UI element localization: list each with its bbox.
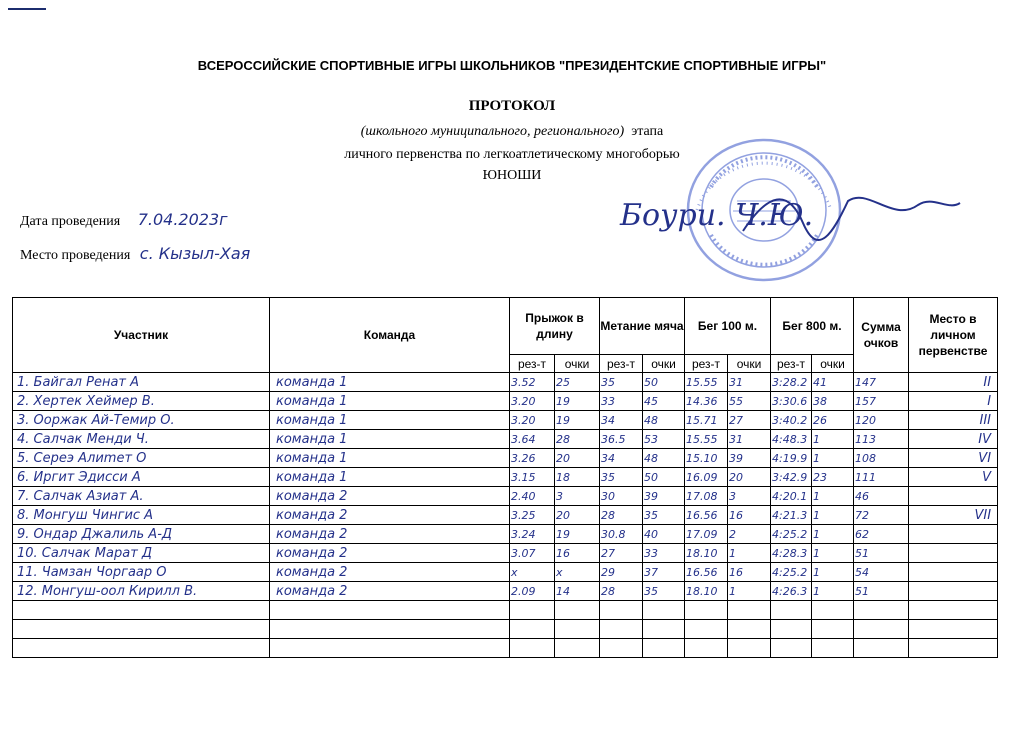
long-jump-points: 25: [555, 373, 600, 392]
run-100-points: 3: [728, 487, 771, 506]
long-jump-result: 3.52: [510, 373, 555, 392]
stage-options: (школьного муниципального, регионального): [360, 124, 625, 139]
run-800-points: 26: [812, 411, 854, 430]
empty-row: [13, 620, 998, 639]
long-jump-result: 2.40: [510, 487, 555, 506]
run-100-result: 15.10: [685, 449, 728, 468]
place: [909, 544, 998, 563]
place: I: [909, 392, 998, 411]
total-points: 120: [854, 411, 909, 430]
run-800-result: 3:28.2: [771, 373, 812, 392]
long-jump-points: 16: [555, 544, 600, 563]
place: VII: [909, 506, 998, 525]
date-row: [20, 210, 228, 230]
run-800-result: 4:25.2: [771, 525, 812, 544]
ball-throw-result: 30: [600, 487, 643, 506]
run-100-points: 27: [728, 411, 771, 430]
total-points: 111: [854, 468, 909, 487]
total-points: 108: [854, 449, 909, 468]
total-points: 51: [854, 582, 909, 601]
ball-throw-points: 37: [643, 563, 685, 582]
signature-text: Боури. Ч.Ю.: [620, 198, 814, 233]
table-row: [13, 373, 998, 392]
place: [909, 563, 998, 582]
table-row: [13, 392, 998, 411]
table-row: [13, 468, 998, 487]
run-800-points: 1: [812, 449, 854, 468]
ball-throw-points: 48: [643, 411, 685, 430]
team-name: команда 2: [270, 487, 510, 506]
col-participant: Участник: [13, 298, 270, 373]
table-row: [13, 525, 998, 544]
team-name: команда 2: [270, 563, 510, 582]
ball-throw-result: 34: [600, 449, 643, 468]
team-name: команда 1: [270, 430, 510, 449]
run-800-points: 1: [812, 430, 854, 449]
participant-name: 4. Салчак Менди Ч.: [13, 430, 270, 449]
long-jump-points: 19: [555, 392, 600, 411]
participant-name: 5. Сереэ Алиmет О: [13, 449, 270, 468]
run-800-points: 41: [812, 373, 854, 392]
participant-name: 9. Ондар Джалиль А-Д: [13, 525, 270, 544]
place: [909, 582, 998, 601]
long-jump-result: 3.20: [510, 392, 555, 411]
total-points: 54: [854, 563, 909, 582]
ball-throw-points: 40: [643, 525, 685, 544]
run-800-result: 4:28.3: [771, 544, 812, 563]
long-jump-points: 18: [555, 468, 600, 487]
ball-throw-result: 33: [600, 392, 643, 411]
long-jump-result: 3.26: [510, 449, 555, 468]
long-jump-result: х: [510, 563, 555, 582]
participant-name: 10. Салчак Марат Д: [13, 544, 270, 563]
ball-throw-result: 27: [600, 544, 643, 563]
team-name: команда 2: [270, 506, 510, 525]
run-800-points: 1: [812, 563, 854, 582]
ball-throw-points: 50: [643, 373, 685, 392]
col-run-100: Бег 100 м.: [685, 298, 771, 355]
team-name: команда 1: [270, 392, 510, 411]
run-100-result: 15.71: [685, 411, 728, 430]
table-row: [13, 544, 998, 563]
run-100-result: 17.08: [685, 487, 728, 506]
run-800-result: 4:21.3: [771, 506, 812, 525]
run-800-points: 23: [812, 468, 854, 487]
ball-throw-result: 29: [600, 563, 643, 582]
run-800-result: 4:19.9: [771, 449, 812, 468]
run-100-result: 16.09: [685, 468, 728, 487]
run-100-result: 17.09: [685, 525, 728, 544]
place: IV: [909, 430, 998, 449]
run-100-points: 31: [728, 430, 771, 449]
run-800-result: 4:20.1: [771, 487, 812, 506]
run-100-points: 31: [728, 373, 771, 392]
run-100-result: 14.36: [685, 392, 728, 411]
ball-throw-result: 35: [600, 373, 643, 392]
participant-name: 3. Ооржак Ай-Темир О.: [13, 411, 270, 430]
table-row: [13, 411, 998, 430]
team-name: команда 1: [270, 449, 510, 468]
long-jump-result: 3.07: [510, 544, 555, 563]
participant-name: 11. Чамзан Чоргаар О: [13, 563, 270, 582]
place-value: с. Кызыл-Хая: [139, 244, 251, 263]
team-name: команда 1: [270, 468, 510, 487]
sub-result: рез-т: [685, 355, 728, 373]
place: [909, 525, 998, 544]
ball-throw-result: 36.5: [600, 430, 643, 449]
stage-suffix: этапа: [631, 124, 664, 139]
long-jump-result: 3.20: [510, 411, 555, 430]
run-800-points: 1: [812, 525, 854, 544]
ball-throw-result: 30.8: [600, 525, 643, 544]
ball-throw-result: 35: [600, 468, 643, 487]
run-100-points: 39: [728, 449, 771, 468]
ball-throw-points: 35: [643, 582, 685, 601]
participant-name: 12. Монгуш-оол Кирилл В.: [13, 582, 270, 601]
participant-name: 1. Байгал Ренат А: [13, 373, 270, 392]
run-800-result: 3:42.9: [771, 468, 812, 487]
run-100-points: 1: [728, 582, 771, 601]
long-jump-points: 3: [555, 487, 600, 506]
col-long-jump: Прыжок в длину: [510, 298, 600, 355]
team-name: команда 2: [270, 582, 510, 601]
total-points: 46: [854, 487, 909, 506]
run-800-result: 3:40.2: [771, 411, 812, 430]
sub-points: очки: [728, 355, 771, 373]
participant-name: 8. Монгуш Чингис А: [13, 506, 270, 525]
table-row: [13, 582, 998, 601]
run-100-result: 16.56: [685, 563, 728, 582]
sub-result: рез-т: [600, 355, 643, 373]
table-row: [13, 563, 998, 582]
team-name: команда 1: [270, 411, 510, 430]
total-points: 62: [854, 525, 909, 544]
ball-throw-points: 39: [643, 487, 685, 506]
table-row: [13, 449, 998, 468]
col-sum: Сумма очков: [854, 298, 909, 373]
participant-name: 7. Салчак Азиат А.: [13, 487, 270, 506]
run-100-result: 18.10: [685, 582, 728, 601]
col-team: Команда: [270, 298, 510, 373]
long-jump-points: 14: [555, 582, 600, 601]
ball-throw-points: 50: [643, 468, 685, 487]
competition-name: личного первенства по легкоатлетическому многоборью: [344, 147, 680, 162]
table-row: [13, 506, 998, 525]
long-jump-result: 3.24: [510, 525, 555, 544]
run-800-result: 4:26.3: [771, 582, 812, 601]
participant-name: 2. Хертек Хеймер В.: [13, 392, 270, 411]
run-100-result: 15.55: [685, 373, 728, 392]
participant-name: 6. Иргит Эдисси А: [13, 468, 270, 487]
col-ball-throw: Метание мяча: [600, 298, 685, 355]
team-name: команда 2: [270, 544, 510, 563]
place: III: [909, 411, 998, 430]
results-table: [12, 297, 998, 658]
run-100-points: 16: [728, 563, 771, 582]
total-points: 72: [854, 506, 909, 525]
total-points: 113: [854, 430, 909, 449]
place: II: [909, 373, 998, 392]
sub-result: рез-т: [771, 355, 812, 373]
long-jump-points: 28: [555, 430, 600, 449]
col-place: Место в личном первенстве: [909, 298, 998, 373]
sub-points: очки: [555, 355, 600, 373]
ball-throw-result: 28: [600, 506, 643, 525]
run-100-points: 1: [728, 544, 771, 563]
team-name: команда 2: [270, 525, 510, 544]
run-100-points: 20: [728, 468, 771, 487]
document-title: ПРОТОКОЛ: [468, 98, 556, 114]
run-800-result: 3:30.6: [771, 392, 812, 411]
handwritten-signature: [618, 183, 963, 241]
long-jump-result: 3.25: [510, 506, 555, 525]
run-100-result: 18.10: [685, 544, 728, 563]
ball-throw-points: 53: [643, 430, 685, 449]
date-label: Дата проведения: [20, 214, 121, 229]
run-800-points: 1: [812, 544, 854, 563]
run-800-result: 4:25.2: [771, 563, 812, 582]
run-800-result: 4:48.3: [771, 430, 812, 449]
total-points: 147: [854, 373, 909, 392]
run-100-points: 16: [728, 506, 771, 525]
run-800-points: 38: [812, 392, 854, 411]
long-jump-result: 3.15: [510, 468, 555, 487]
run-800-points: 1: [812, 506, 854, 525]
place: V: [909, 468, 998, 487]
ball-throw-points: 35: [643, 506, 685, 525]
run-100-result: 15.55: [685, 430, 728, 449]
run-100-result: 16.56: [685, 506, 728, 525]
empty-row: [13, 639, 998, 658]
ball-throw-result: 34: [600, 411, 643, 430]
ball-throw-points: 45: [643, 392, 685, 411]
long-jump-points: 20: [555, 449, 600, 468]
long-jump-points: х: [555, 563, 600, 582]
long-jump-result: 3.64: [510, 430, 555, 449]
date-value: 7.04.2023г: [137, 210, 228, 229]
sub-points: очки: [812, 355, 854, 373]
place-row: [20, 244, 250, 264]
long-jump-points: 19: [555, 525, 600, 544]
long-jump-points: 20: [555, 506, 600, 525]
col-run-800: Бег 800 м.: [771, 298, 854, 355]
run-100-points: 55: [728, 392, 771, 411]
empty-row: [13, 601, 998, 620]
total-points: 51: [854, 544, 909, 563]
long-jump-result: 2.09: [510, 582, 555, 601]
run-800-points: 1: [812, 582, 854, 601]
long-jump-points: 19: [555, 411, 600, 430]
table-row: [13, 487, 998, 506]
category: ЮНОШИ: [482, 168, 542, 183]
run-800-points: 1: [812, 487, 854, 506]
organization-title: ВСЕРОССИЙСКИЕ СПОРТИВНЫЕ ИГРЫ ШКОЛЬНИКОВ "ПРЕЗИДЕНТСКИЕ СПОРТИВНЫЕ ИГРЫ": [197, 58, 827, 73]
place-label: Место проведения: [20, 248, 131, 263]
ball-throw-points: 48: [643, 449, 685, 468]
total-points: 157: [854, 392, 909, 411]
place: [909, 487, 998, 506]
sub-result: рез-т: [510, 355, 555, 373]
place: VI: [909, 449, 998, 468]
ball-throw-result: 28: [600, 582, 643, 601]
team-name: команда 1: [270, 373, 510, 392]
run-100-points: 2: [728, 525, 771, 544]
corner-mark: [8, 8, 46, 10]
stage-line: [0, 124, 1024, 140]
sub-points: очки: [643, 355, 685, 373]
ball-throw-points: 33: [643, 544, 685, 563]
table-row: [13, 430, 998, 449]
